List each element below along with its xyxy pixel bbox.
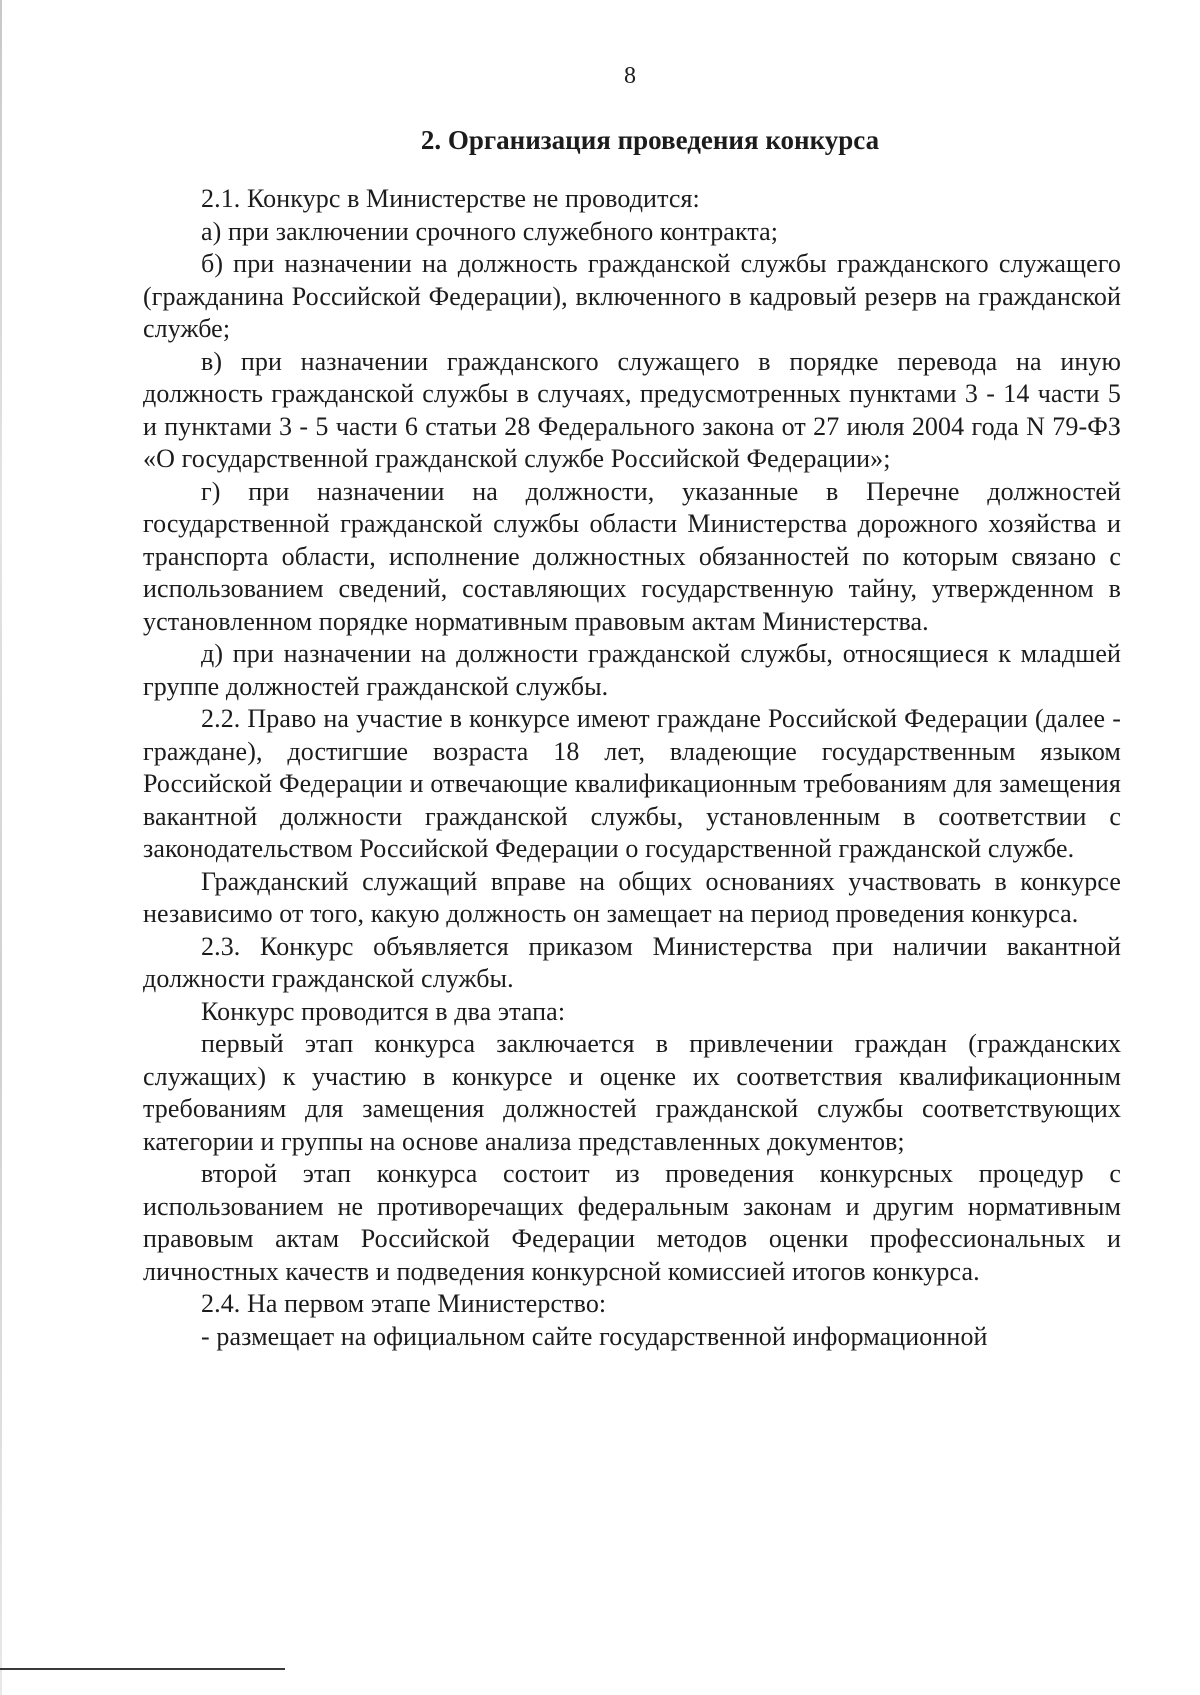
paragraph-2-1-g: г) при назначении на должности, указанные в Перечне должностей государственной гражданской службы области Министерства дорожного хозяйства и транспорта области, исполнение должностных обязанностей по которым связано с использованием сведений, составляющих государственную тайну, утвержденном в установленном порядке нормативным правовым актам Министерства. [143, 476, 1121, 636]
paragraph-2-3-second-stage: второй этап конкурса состоит из проведения конкурсных процедур с использованием не противоречащих федеральным законам и другим нормативным правовым актам Российской Федерации методов оценки профессиональных и личностных качеств и подведения конкурсной комиссией итогов конкурса. [143, 1159, 1121, 1286]
paragraph-2-4-item: - размещает на официальном сайте государственной информационной [201, 1321, 988, 1351]
scan-left-edge [0, 0, 2, 1695]
body-text [143, 183, 1121, 1353]
page-number: 8 [624, 63, 636, 89]
paragraph-2-1: 2.1. Конкурс в Министерстве не проводится: [201, 184, 700, 213]
paragraph-2-2-civil-servant: Гражданский служащий вправе на общих основаниях участвовать в конкурсе независимо от того, какую должность он замещает на период проведения конкурса. [143, 866, 1121, 928]
paragraph-2-1-v: в) при назначении гражданского служащего в порядке перевода на иную должность гражданской службы в случаях, предусмотренных пунктами 3 - 14 части 5 и пунктами 3 - 5 части 6 статьи 28 Федерального закона от 27 июля 2004 года N 79-ФЗ «О государственной гражданской службе Российской Федерации»; [143, 346, 1121, 473]
paragraph-2-3-two-stages: Конкурс проводится в два этапа: [201, 996, 566, 1026]
paragraph-2-2: 2.2. Право на участие в конкурсе имеют граждане Российской Федерации (далее - граждане), достигшие возраста 18 лет, владеющие государственным языком Российской Федерации и отвечающие квалификационным требованиям для замещения вакантной должности гражданской службы, установленным в соответствии с законодательством Российской Федерации о государственной гражданской службе. [143, 704, 1121, 863]
paragraph-2-1-d: д) при назначении на должности гражданской службы, относящиеся к младшей группе должностей гражданской службы. [143, 639, 1121, 701]
paragraph-2-1-a: а) при заключении срочного служебного контракта; [201, 216, 779, 246]
paragraph-2-1-b: б) при назначении на должность гражданской службы гражданского служащего (гражданина Российской Федерации), включенного в кадровый резерв на гражданской службе; [143, 249, 1121, 343]
paragraph-2-3-first-stage: первый этап конкурса заключается в привлечении граждан (гражданских служащих) к участию в конкурсе и оценке их соответствия квалификационным требованиям для замещения должностей гражданской службы соответствующих категории и группы на основе анализа представленных документов; [143, 1029, 1121, 1156]
section-heading: 2. Организация проведения конкурса [420, 125, 880, 155]
paragraph-2-3: 2.3. Конкурс объявляется приказом Министерства при наличии вакантной должности гражданской службы. [143, 931, 1121, 993]
bottom-rule [0, 1668, 285, 1670]
paragraph-2-4: 2.4. На первом этапе Министерство: [201, 1289, 607, 1318]
